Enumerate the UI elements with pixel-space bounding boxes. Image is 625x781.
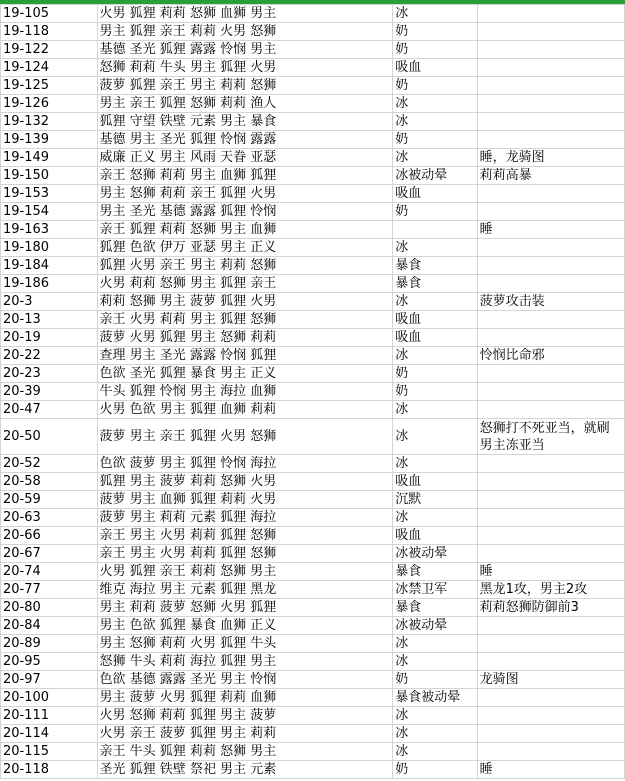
table-row [1, 761, 625, 779]
cell-id[interactable]: 20-74 [1, 563, 98, 581]
cell-team[interactable]: 菠萝 火男 狐狸 男主 怒狮 莉莉 [97, 329, 393, 347]
cell-team[interactable]: 男主 菠萝 火男 狐狸 莉莉 血狮 [97, 689, 393, 707]
cell-skill[interactable]: 冰 [393, 113, 477, 131]
cell-note[interactable] [477, 59, 624, 77]
cell-id[interactable]: 19-154 [1, 203, 98, 221]
cell-skill[interactable]: 冰 [393, 149, 477, 167]
cell-id[interactable]: 19-163 [1, 221, 98, 239]
cell-skill[interactable]: 冰 [393, 293, 477, 311]
cell-note[interactable] [477, 617, 624, 635]
cell-id[interactable]: 20-95 [1, 653, 98, 671]
cell-note[interactable] [477, 491, 624, 509]
cell-team[interactable]: 怒狮 牛头 莉莉 海拉 狐狸 男主 [97, 653, 393, 671]
cell-note[interactable]: 莉莉怒狮防御前3 [477, 599, 624, 617]
cell-id[interactable]: 19-149 [1, 149, 98, 167]
table-row [1, 545, 625, 563]
cell-skill[interactable]: 冰 [393, 707, 477, 725]
cell-skill[interactable]: 奶 [393, 203, 477, 221]
cell-note[interactable] [477, 743, 624, 761]
cell-team[interactable]: 色欲 圣光 狐狸 暴食 男主 正义 [97, 365, 393, 383]
cell-skill[interactable]: 奶 [393, 41, 477, 59]
cell-skill[interactable]: 冰禁卫军 [393, 581, 477, 599]
cell-note[interactable] [477, 23, 624, 41]
cell-skill[interactable]: 冰被动晕 [393, 545, 477, 563]
cell-note[interactable] [477, 5, 624, 23]
cell-skill[interactable]: 奶 [393, 365, 477, 383]
cell-skill[interactable]: 吸血 [393, 527, 477, 545]
cell-skill[interactable]: 冰 [393, 455, 477, 473]
cell-note[interactable] [477, 455, 624, 473]
cell-skill[interactable]: 冰 [393, 653, 477, 671]
cell-id[interactable]: 19-132 [1, 113, 98, 131]
cell-id[interactable]: 20-67 [1, 545, 98, 563]
cell-skill[interactable]: 吸血 [393, 473, 477, 491]
table-row [1, 293, 625, 311]
table-row [1, 617, 625, 635]
cell-team[interactable]: 菠萝 男主 莉莉 元素 狐狸 海拉 [97, 509, 393, 527]
cell-team[interactable]: 男主 圣光 基德 露露 狐狸 怜悯 [97, 203, 393, 221]
cell-note[interactable] [477, 707, 624, 725]
table-row [1, 221, 625, 239]
table-row [1, 41, 625, 59]
cell-id[interactable]: 20-80 [1, 599, 98, 617]
cell-team[interactable]: 男主 色欲 狐狸 暴食 血狮 正义 [97, 617, 393, 635]
cell-team[interactable]: 基德 男主 圣光 狐狸 怜悯 露露 [97, 131, 393, 149]
cell-id[interactable]: 20-58 [1, 473, 98, 491]
cell-id[interactable]: 20-19 [1, 329, 98, 347]
cell-id[interactable]: 19-122 [1, 41, 98, 59]
cell-note[interactable] [477, 203, 624, 221]
cell-id[interactable]: 19-125 [1, 77, 98, 95]
table-row [1, 5, 625, 23]
cell-id[interactable]: 20-97 [1, 671, 98, 689]
cell-id[interactable]: 19-180 [1, 239, 98, 257]
table-row [1, 311, 625, 329]
cell-id[interactable]: 19-118 [1, 23, 98, 41]
cell-skill[interactable]: 暴食被动晕 [393, 689, 477, 707]
cell-skill[interactable]: 冰 [393, 725, 477, 743]
cell-team[interactable]: 菠萝 男主 血狮 狐狸 莉莉 火男 [97, 491, 393, 509]
cell-team[interactable]: 男主 狐狸 亲王 莉莉 火男 怒狮 [97, 23, 393, 41]
cell-team[interactable]: 亲王 牛头 狐狸 莉莉 怒狮 男主 [97, 743, 393, 761]
table-row [1, 401, 625, 419]
cell-id[interactable]: 20-84 [1, 617, 98, 635]
table-row [1, 581, 625, 599]
table-row [1, 347, 625, 365]
cell-note[interactable] [477, 725, 624, 743]
cell-id[interactable]: 20-39 [1, 383, 98, 401]
cell-note[interactable] [477, 653, 624, 671]
table-row [1, 599, 625, 617]
cell-note[interactable]: 怜悯比命邪 [477, 347, 624, 365]
cell-id[interactable]: 20-3 [1, 293, 98, 311]
cell-team[interactable]: 亲王 狐狸 莉莉 怒狮 男主 血狮 [97, 221, 393, 239]
cell-skill[interactable]: 暴食 [393, 257, 477, 275]
table-row [1, 473, 625, 491]
cell-note[interactable] [477, 401, 624, 419]
table-body [1, 5, 625, 779]
cell-team[interactable]: 火男 亲王 菠萝 狐狸 男主 莉莉 [97, 725, 393, 743]
cell-note[interactable] [477, 311, 624, 329]
cell-team[interactable]: 狐狸 守望 铁壁 元素 男主 暴食 [97, 113, 393, 131]
cell-id[interactable]: 20-23 [1, 365, 98, 383]
cell-note[interactable] [477, 77, 624, 95]
cell-note[interactable] [477, 509, 624, 527]
cell-team[interactable]: 狐狸 色欲 伊万 亚瑟 男主 正义 [97, 239, 393, 257]
cell-note[interactable] [477, 545, 624, 563]
cell-id[interactable]: 20-66 [1, 527, 98, 545]
cell-id[interactable]: 19-184 [1, 257, 98, 275]
table-row [1, 635, 625, 653]
cell-note[interactable]: 怒狮打不死亚当，就刷男主冻亚当 [477, 419, 624, 455]
cell-id[interactable]: 20-59 [1, 491, 98, 509]
cell-team[interactable]: 亲王 男主 火男 莉莉 狐狸 怒狮 [97, 545, 393, 563]
cell-team[interactable]: 菠萝 狐狸 亲王 男主 莉莉 怒狮 [97, 77, 393, 95]
cell-team[interactable]: 色欲 菠萝 男主 狐狸 怜悯 海拉 [97, 455, 393, 473]
cell-skill[interactable]: 冰 [393, 401, 477, 419]
cell-team[interactable]: 男主 亲王 狐狸 怒狮 莉莉 渔人 [97, 95, 393, 113]
cell-team[interactable]: 狐狸 火男 亲王 男主 莉莉 怒狮 [97, 257, 393, 275]
cell-skill[interactable]: 奶 [393, 131, 477, 149]
cell-note[interactable] [477, 239, 624, 257]
cell-note[interactable] [477, 383, 624, 401]
cell-skill[interactable]: 冰 [393, 95, 477, 113]
cell-id[interactable]: 20-114 [1, 725, 98, 743]
cell-note[interactable] [477, 689, 624, 707]
cell-team[interactable]: 狐狸 男主 菠萝 莉莉 怒狮 火男 [97, 473, 393, 491]
table-row [1, 185, 625, 203]
cell-team[interactable]: 基德 圣光 狐狸 露露 怜悯 男主 [97, 41, 393, 59]
cell-id[interactable]: 19-150 [1, 167, 98, 185]
cell-skill[interactable]: 冰 [393, 347, 477, 365]
cell-id[interactable]: 20-13 [1, 311, 98, 329]
cell-note[interactable] [477, 95, 624, 113]
cell-team[interactable]: 菠萝 男主 亲王 狐狸 火男 怒狮 [97, 419, 393, 455]
cell-skill[interactable]: 冰 [393, 5, 477, 23]
table-row [1, 59, 625, 77]
cell-note[interactable]: 菠萝攻击装 [477, 293, 624, 311]
cell-skill[interactable]: 吸血 [393, 185, 477, 203]
cell-team[interactable]: 怒狮 莉莉 牛头 男主 狐狸 火男 [97, 59, 393, 77]
cell-id[interactable]: 20-77 [1, 581, 98, 599]
cell-team[interactable]: 男主 莉莉 菠萝 怒狮 火男 狐狸 [97, 599, 393, 617]
cell-note[interactable] [477, 185, 624, 203]
table-row [1, 419, 625, 455]
table-row [1, 527, 625, 545]
cell-note[interactable] [477, 131, 624, 149]
cell-id[interactable]: 20-111 [1, 707, 98, 725]
cell-note[interactable] [477, 329, 624, 347]
cell-skill[interactable]: 冰 [393, 239, 477, 257]
cell-team[interactable]: 色欲 基德 露露 圣光 男主 怜悯 [97, 671, 393, 689]
cell-note[interactable] [477, 473, 624, 491]
cell-skill[interactable]: 暴食 [393, 563, 477, 581]
cell-team[interactable]: 牛头 狐狸 怜悯 男主 海拉 血狮 [97, 383, 393, 401]
cell-id[interactable]: 19-126 [1, 95, 98, 113]
cell-team[interactable]: 火男 狐狸 莉莉 怒狮 血狮 男主 [97, 5, 393, 23]
cell-team[interactable]: 火男 色欲 男主 狐狸 血狮 莉莉 [97, 401, 393, 419]
table-row [1, 23, 625, 41]
cell-team[interactable]: 莉莉 怒狮 男主 菠萝 狐狸 火男 [97, 293, 393, 311]
cell-skill[interactable]: 奶 [393, 77, 477, 95]
cell-note[interactable]: 莉莉高暴 [477, 167, 624, 185]
table-row [1, 383, 625, 401]
cell-team[interactable]: 火男 怒狮 莉莉 狐狸 男主 菠萝 [97, 707, 393, 725]
table-row [1, 725, 625, 743]
table-row [1, 455, 625, 473]
table-row [1, 275, 625, 293]
cell-skill[interactable]: 冰 [393, 509, 477, 527]
cell-note[interactable] [477, 635, 624, 653]
cell-id[interactable]: 19-153 [1, 185, 98, 203]
cell-note[interactable]: 睡 [477, 761, 624, 779]
cell-skill[interactable]: 冰被动晕 [393, 617, 477, 635]
cell-team[interactable]: 火男 莉莉 怒狮 男主 狐狸 亲王 [97, 275, 393, 293]
cell-skill[interactable]: 吸血 [393, 311, 477, 329]
table-row [1, 743, 625, 761]
table-row [1, 203, 625, 221]
cell-skill[interactable]: 冰 [393, 743, 477, 761]
table-row [1, 653, 625, 671]
table-row [1, 239, 625, 257]
cell-id[interactable]: 20-22 [1, 347, 98, 365]
data-table [0, 4, 625, 779]
cell-id[interactable]: 20-100 [1, 689, 98, 707]
table-row [1, 149, 625, 167]
table-row [1, 689, 625, 707]
cell-note[interactable]: 睡，龙骑图 [477, 149, 624, 167]
table-row [1, 329, 625, 347]
table-row [1, 509, 625, 527]
cell-skill[interactable]: 冰被动晕 [393, 167, 477, 185]
cell-id[interactable]: 20-47 [1, 401, 98, 419]
cell-id[interactable]: 20-52 [1, 455, 98, 473]
cell-skill[interactable]: 暴食 [393, 275, 477, 293]
table-row [1, 131, 625, 149]
cell-note[interactable] [477, 365, 624, 383]
cell-note[interactable]: 睡 [477, 221, 624, 239]
cell-note[interactable]: 睡 [477, 563, 624, 581]
cell-note[interactable]: 龙骑图 [477, 671, 624, 689]
cell-team[interactable]: 男主 怒狮 莉莉 亲王 狐狸 火男 [97, 185, 393, 203]
cell-team[interactable]: 亲王 男主 火男 莉莉 狐狸 怒狮 [97, 527, 393, 545]
cell-id[interactable]: 20-63 [1, 509, 98, 527]
cell-team[interactable]: 威廉 正义 男主 风雨 天眷 亚瑟 [97, 149, 393, 167]
cell-note[interactable] [477, 257, 624, 275]
cell-id[interactable]: 19-105 [1, 5, 98, 23]
cell-id[interactable]: 20-115 [1, 743, 98, 761]
cell-skill[interactable]: 冰 [393, 635, 477, 653]
table-row [1, 113, 625, 131]
cell-team[interactable]: 亲王 怒狮 莉莉 男主 血狮 狐狸 [97, 167, 393, 185]
cell-id[interactable]: 19-139 [1, 131, 98, 149]
table-row [1, 257, 625, 275]
cell-id[interactable]: 20-50 [1, 419, 98, 455]
cell-skill[interactable]: 奶 [393, 671, 477, 689]
cell-team[interactable]: 男主 怒狮 莉莉 火男 狐狸 牛头 [97, 635, 393, 653]
cell-skill[interactable]: 暴食 [393, 599, 477, 617]
cell-note[interactable] [477, 113, 624, 131]
table-row [1, 671, 625, 689]
cell-skill[interactable]: 奶 [393, 761, 477, 779]
cell-skill[interactable]: 奶 [393, 383, 477, 401]
cell-team[interactable]: 圣光 狐狸 铁壁 祭祀 男主 元素 [97, 761, 393, 779]
cell-team[interactable]: 查理 男主 圣光 露露 怜悯 狐狸 [97, 347, 393, 365]
table-row [1, 167, 625, 185]
table-row [1, 95, 625, 113]
table-row [1, 77, 625, 95]
cell-skill[interactable] [393, 221, 477, 239]
cell-skill[interactable]: 吸血 [393, 59, 477, 77]
cell-id[interactable]: 19-124 [1, 59, 98, 77]
cell-note[interactable] [477, 275, 624, 293]
cell-note[interactable] [477, 41, 624, 59]
cell-team[interactable]: 亲王 火男 莉莉 男主 狐狸 怒狮 [97, 311, 393, 329]
table-row [1, 707, 625, 725]
cell-skill[interactable]: 吸血 [393, 329, 477, 347]
cell-skill[interactable]: 沉默 [393, 491, 477, 509]
cell-id[interactable]: 20-118 [1, 761, 98, 779]
table-row [1, 365, 625, 383]
cell-note[interactable] [477, 527, 624, 545]
table-row [1, 563, 625, 581]
cell-skill[interactable]: 奶 [393, 23, 477, 41]
cell-id[interactable]: 20-89 [1, 635, 98, 653]
cell-team[interactable]: 火男 狐狸 亲王 莉莉 怒狮 男主 [97, 563, 393, 581]
cell-id[interactable]: 19-186 [1, 275, 98, 293]
table-row [1, 491, 625, 509]
cell-team[interactable]: 维克 海拉 男主 元素 狐狸 黑龙 [97, 581, 393, 599]
cell-note[interactable]: 黑龙1攻，男主2攻 [477, 581, 624, 599]
cell-skill[interactable]: 冰 [393, 419, 477, 455]
